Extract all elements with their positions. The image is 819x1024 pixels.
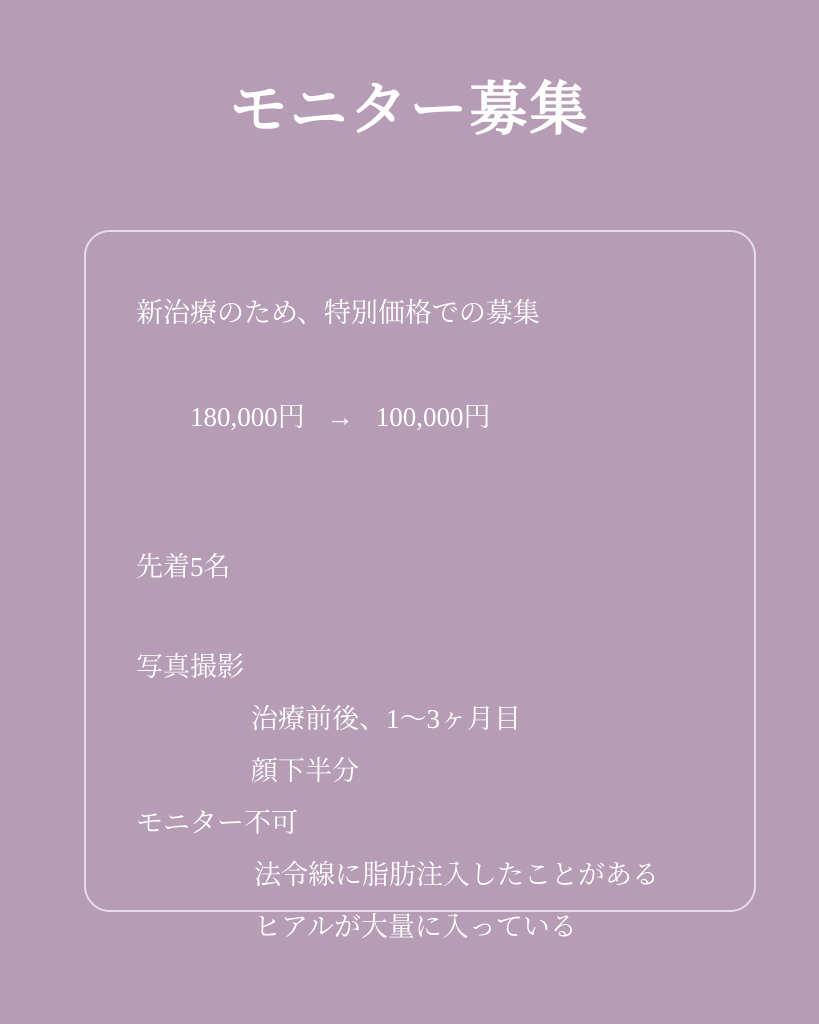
photo-heading: 写真撮影: [136, 652, 244, 682]
page-title: モニター募集: [229, 75, 590, 143]
ineligible-condition-hyaluronic-acid: ヒアルが大量に入っている: [254, 912, 577, 942]
original-price: 180,000円: [190, 402, 305, 432]
info-card: [84, 230, 756, 942]
price-arrow-icon: →: [326, 402, 354, 432]
offer-text: 新治療のため、特別価格での募集: [136, 298, 540, 328]
photo-detail-area: 顔下半分: [251, 756, 359, 786]
discount-price: 100,000円: [375, 402, 491, 432]
capacity-text: 先着5名: [136, 552, 231, 582]
ineligible-heading: モニター不可: [136, 808, 298, 838]
ineligible-condition-fat-injection: 法令線に脂肪注入したことがある: [254, 860, 659, 890]
spacer-after-price: [136, 495, 726, 541]
photo-detail-timing: 治療前後、1〜3ヶ月目: [251, 704, 521, 734]
price-line: [136, 339, 726, 495]
info-card-body: [136, 287, 726, 953]
spacer-after-capacity: [136, 593, 726, 641]
